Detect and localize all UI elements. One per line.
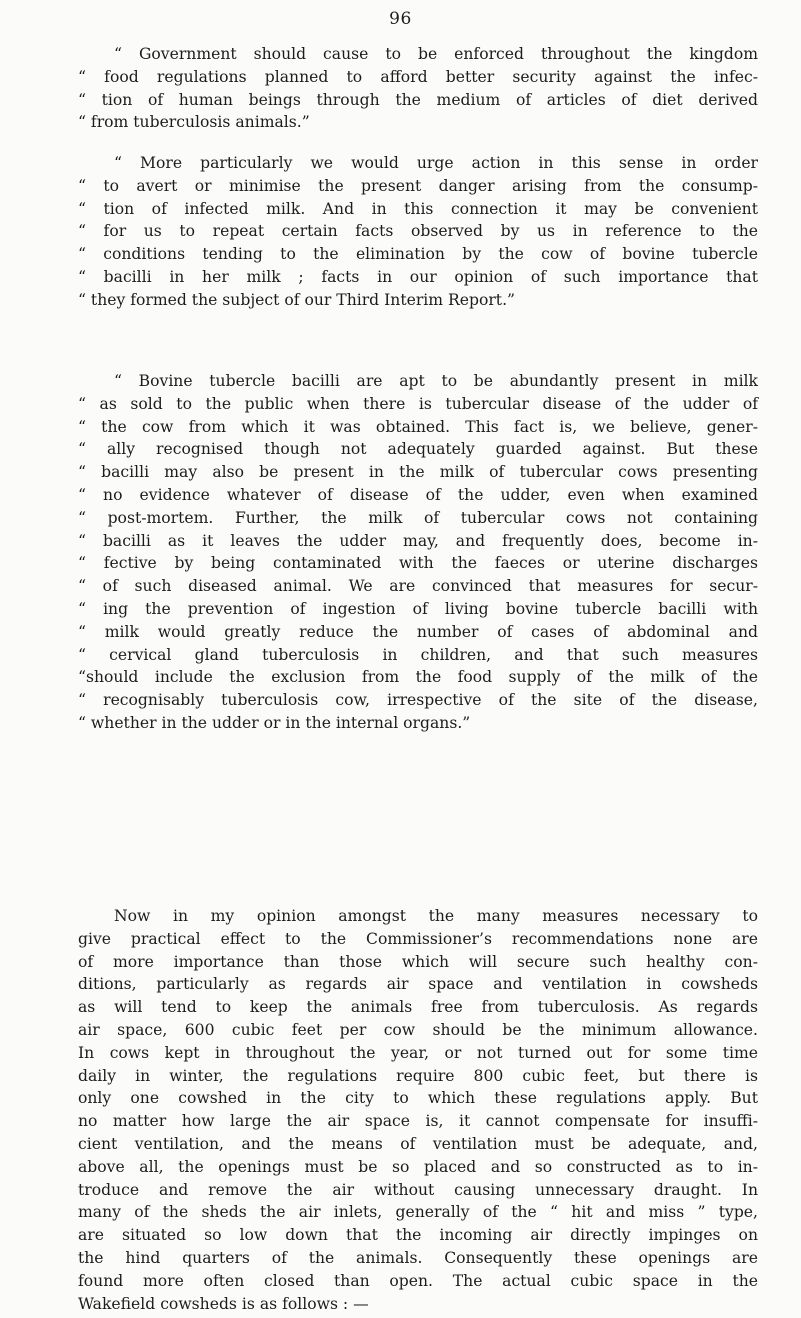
text-line: “ More particularly we would urge action in this sense in order	[114, 154, 758, 172]
text-line: “ no evidence whatever of disease of the udder, even when examined	[78, 485, 758, 504]
text-line: “ cervical gland tuberculosis in children, and that such measures	[78, 645, 758, 664]
text-line: “ as sold to the public when there is tubercular disease of the udder of	[78, 394, 758, 413]
text-line: ditions, particularly as regards air space and ventilation in cowsheds	[78, 975, 758, 994]
text-line: of more importance than those which will secure such healthy con-	[78, 952, 758, 971]
text-line: “ Bovine tubercle bacilli are apt to be abundantly present in milk	[114, 372, 758, 390]
text-line: “ tion of human beings through the medium of articles of diet derived	[78, 90, 758, 109]
text-line: “ they formed the subject of our Third Interim Report.”	[78, 290, 515, 309]
text-line: “ the cow from which it was obtained. This fact is, we believe, gener-	[78, 417, 758, 436]
text-line: are situated so low down that the incoming air directly impinges on	[78, 1226, 758, 1245]
text-line: “ bacilli may also be present in the milk of tubercular cows presenting	[78, 463, 758, 482]
text-line: Now in my opinion amongst the many measures necessary to	[114, 907, 758, 925]
text-line: “ of such diseased animal. We are convinced that measures for secur-	[78, 577, 758, 596]
text-line: only one cowshed in the city to which these regulations apply. But	[78, 1089, 758, 1108]
text-line: Wakefield cowsheds is as follows : —	[78, 1294, 369, 1313]
text-line: “ ing the prevention of ingestion of living bovine tubercle bacilli with	[78, 599, 758, 618]
text-line: In cows kept in throughout the year, or not turned out for some time	[78, 1043, 758, 1062]
text-line: “ recognisably tuberculosis cow, irrespective of the site of the disease,	[78, 691, 758, 710]
text-line: “ bacilli as it leaves the udder may, and frequently does, become in-	[78, 531, 758, 550]
paragraph-bovine-bacilli	[78, 370, 758, 735]
text-line: “should include the exclusion from the food supply of the milk of the	[78, 668, 758, 687]
text-line: “ Government should cause to be enforced throughout the kingdom	[114, 45, 758, 63]
text-line: daily in winter, the regulations require 800 cubic feet, but there is	[78, 1066, 758, 1085]
text-line: “ milk would greatly reduce the number of cases of abdominal and	[78, 622, 758, 641]
text-line: “ ally recognised though not adequately guarded against. But these	[78, 440, 758, 459]
text-line: “ from tuberculosis animals.”	[78, 113, 310, 132]
text-line: air space, 600 cubic feet per cow should be the minimum allowance.	[78, 1020, 758, 1039]
text-line: “ fective by being contaminated with the faeces or uterine discharges	[78, 554, 758, 573]
paragraph-cowshed-ventilation	[78, 905, 758, 1315]
text-line: “ tion of infected milk. And in this connection it may be convenient	[78, 199, 758, 218]
text-line: “ for us to repeat certain facts observed by us in reference to the	[78, 222, 758, 241]
text-line: cient ventilation, and the means of ventilation must be adequate, and,	[78, 1134, 758, 1153]
text-line: the hind quarters of the animals. Consequently these openings are	[78, 1248, 758, 1267]
text-line: “ whether in the udder or in the internal organs.”	[78, 713, 471, 732]
text-line: give practical effect to the Commissioner’s recommendations none are	[78, 929, 758, 948]
text-line: no matter how large the air space is, it cannot compensate for insuffi-	[78, 1112, 758, 1131]
text-line: “ bacilli in her milk ; facts in our opinion of such importance that	[78, 267, 758, 286]
text-line: found more often closed than open. The actual cubic space in the	[78, 1271, 758, 1290]
text-line: “ post-mortem. Further, the milk of tubercular cows not containing	[78, 508, 758, 527]
page-number: 96	[389, 9, 412, 29]
text-line: above all, the openings must be so placed and so constructed as to in-	[78, 1157, 758, 1176]
paragraph-infected-milk	[78, 152, 758, 312]
text-line: as will tend to keep the animals free from tuberculosis. As regards	[78, 998, 758, 1017]
text-line: “ food regulations planned to afford better security against the infec-	[78, 67, 758, 86]
paragraph-food-regulations	[78, 43, 758, 134]
text-line: “ to avert or minimise the present danger arising from the consump-	[78, 176, 758, 195]
text-line: many of the sheds the air inlets, generally of the “ hit and miss ” type,	[78, 1203, 758, 1222]
text-line: troduce and remove the air without causing unnecessary draught. In	[78, 1180, 758, 1199]
text-line: “ conditions tending to the elimination by the cow of bovine tubercle	[78, 245, 758, 264]
